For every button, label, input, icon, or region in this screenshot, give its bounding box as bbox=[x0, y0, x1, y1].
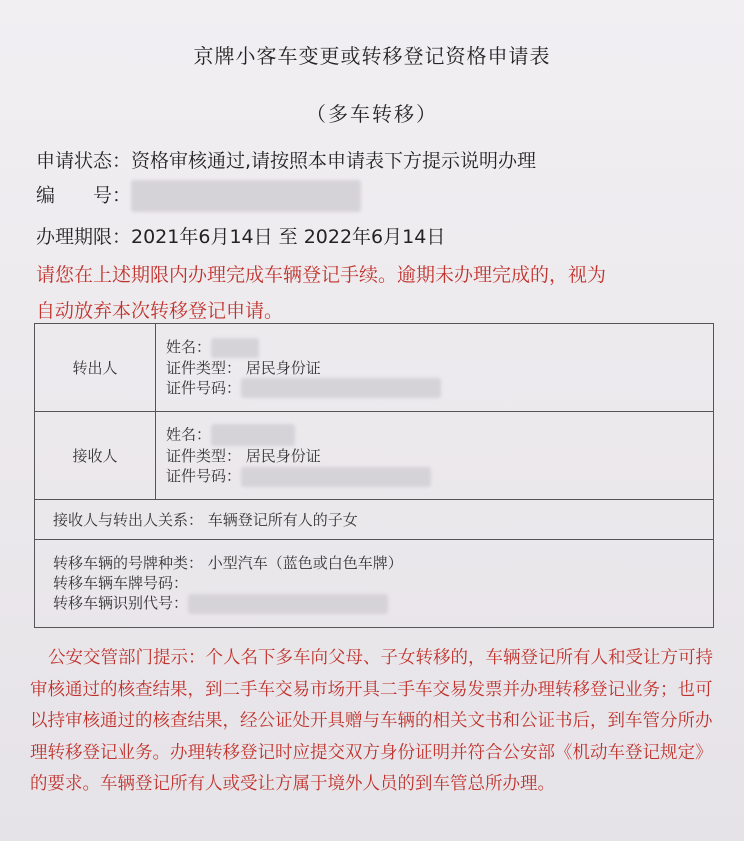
vehicle-cell bbox=[35, 540, 714, 628]
receiver-row bbox=[35, 412, 714, 500]
redacted-receiver-id bbox=[241, 467, 431, 487]
receiver-role: 接收人 bbox=[35, 412, 156, 500]
receiver-detail bbox=[156, 412, 714, 500]
vehicle-row bbox=[35, 540, 714, 628]
redacted-transferor-name bbox=[211, 338, 259, 358]
number-label: 编 号： bbox=[36, 184, 132, 207]
receiver-id-type-label: 证件类型： bbox=[166, 447, 242, 466]
relation-value: 车辆登记所有人的子女 bbox=[207, 510, 358, 529]
document-title: 京牌小客车变更或转移登记资格申请表 bbox=[193, 44, 551, 68]
relation-cell bbox=[35, 500, 714, 540]
transferor-id-type-label: 证件类型： bbox=[166, 358, 242, 377]
info-table bbox=[34, 323, 714, 628]
redacted-receiver-name bbox=[211, 424, 295, 446]
warning-line-1: 请您在上述期限内办理完成车辆登记手续。逾期未办理完成的，视为 bbox=[36, 264, 607, 286]
transferor-role: 转出人 bbox=[35, 324, 156, 412]
receiver-id-number-label: 证件号码： bbox=[166, 467, 242, 486]
document-subtitle: （多车转移） bbox=[306, 102, 438, 126]
number-row bbox=[36, 180, 361, 212]
relation-label: 接收人与转出人关系： bbox=[53, 510, 204, 529]
transferor-name-label: 姓名： bbox=[166, 338, 212, 356]
receiver-name-label: 姓名： bbox=[166, 425, 212, 444]
relation-row bbox=[35, 500, 714, 540]
period-line: 办理期限：2021年6月14日 至 2022年6月14日 bbox=[36, 226, 446, 248]
redacted-number bbox=[131, 180, 361, 212]
plate-type-label: 转移车辆的号牌种类： bbox=[53, 554, 204, 573]
redacted-vin bbox=[188, 594, 388, 614]
plate-type: 小型汽车（蓝色或白色车牌） bbox=[207, 554, 403, 573]
plate-number-label: 转移车辆车牌号码： bbox=[53, 574, 189, 593]
transferor-detail bbox=[156, 324, 714, 412]
transferor-id-type: 居民身份证 bbox=[245, 358, 321, 377]
warning-line-2: 自动放弃本次转移登记申请。 bbox=[36, 300, 284, 322]
status-line: 申请状态：资格审核通过,请按照本申请表下方提示说明办理 bbox=[36, 150, 537, 172]
transferor-row bbox=[35, 324, 714, 412]
transferor-id-number-label: 证件号码： bbox=[166, 378, 242, 397]
receiver-id-type: 居民身份证 bbox=[245, 447, 321, 466]
notice-paragraph: 公安交管部门提示：个人名下多车向父母、子女转移的，车辆登记所有人和受让方可持审核通过的核查结果，到二手车交易市场开具二手车交易发票并办理转移登记业务；也可以持审核通过的核查结果，经公证处开具赠与车辆的相关文书和公证书后，到车管分所办理转移登记业务。办理转移登记时应提交双方身份证明并符合公安部《机动车登记规定》的要求。车辆登记所有人或受让方属于境外人员的到车管总所办理。 bbox=[30, 648, 713, 794]
vin-label: 转移车辆识别代号： bbox=[53, 594, 189, 613]
redacted-transferor-id bbox=[241, 378, 441, 398]
